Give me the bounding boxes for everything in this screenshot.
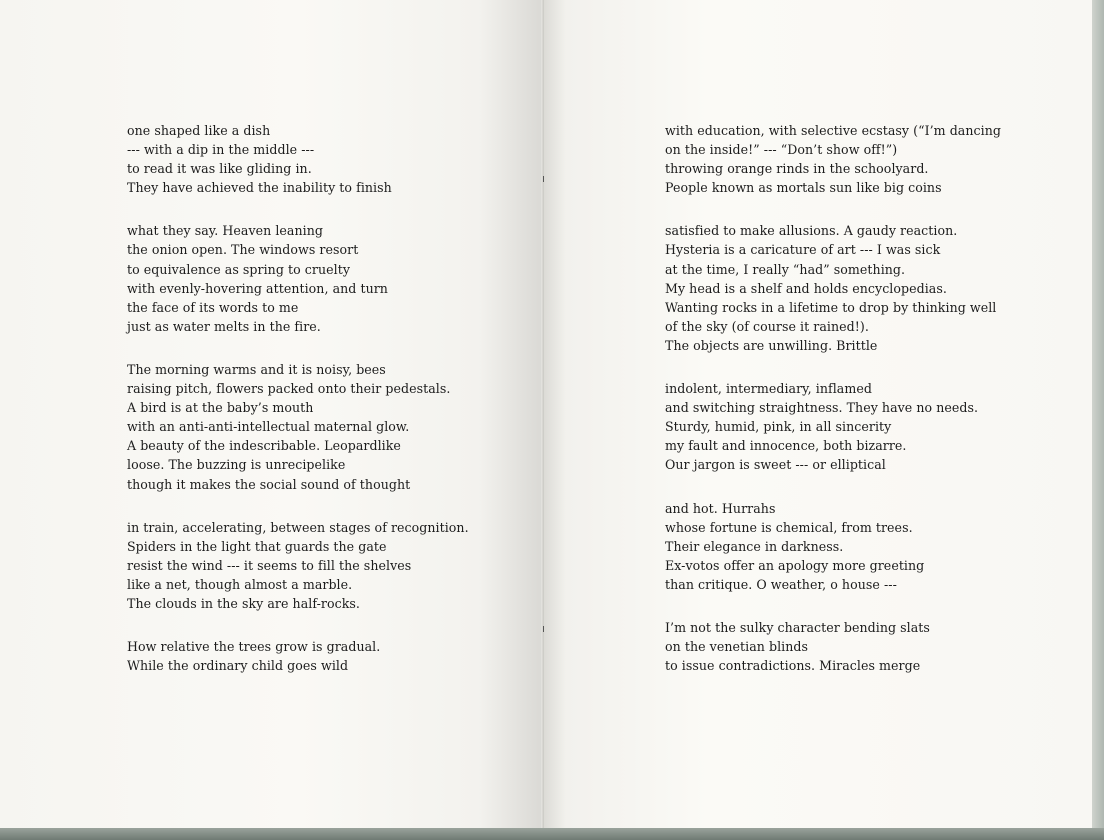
poem-line: though it makes the social sound of thought [127, 476, 411, 492]
stanza [665, 618, 1085, 675]
poem-line: like a net, though almost a marble. [127, 576, 353, 592]
poem-line: in train, accelerating, between stages of recognition. [127, 519, 469, 535]
poem-line: Our jargon is sweet --- or elliptical [665, 457, 886, 473]
poem-line: A beauty of the indescribable. Leopardlike [127, 438, 401, 454]
poem-line: They have achieved the inability to finish [127, 180, 392, 196]
stanza [665, 121, 1085, 197]
poem-line: with an anti-anti-intellectual maternal glow. [127, 419, 410, 435]
poem-line: the face of its words to me [127, 299, 299, 315]
left-page [0, 0, 544, 828]
poem-line: loose. The buzzing is unrecipelike [127, 457, 346, 473]
poem-line: with evenly-hovering attention, and turn [127, 280, 388, 296]
poem-line: The clouds in the sky are half-rocks. [127, 595, 360, 611]
poem-line: the onion open. The windows resort [127, 242, 359, 258]
poem-line: satisfied to make allusions. A gaudy reaction. [665, 223, 958, 239]
poem-line: at the time, I really “had” something. [665, 261, 906, 277]
poem-line: to issue contradictions. Miracles merge [665, 658, 921, 674]
stanza [127, 221, 527, 336]
poem-line: on the venetian blinds [665, 639, 809, 655]
poem-line: what they say. Heaven leaning [127, 223, 324, 239]
poem-line: Spiders in the light that guards the gate [127, 538, 387, 554]
stanza [127, 518, 527, 613]
page-edge [1092, 0, 1104, 832]
left-poem-text [127, 121, 527, 699]
poem-line: and switching straightness. They have no needs. [665, 400, 979, 416]
poem-line: than critique. O weather, o house --- [665, 576, 897, 592]
poem-line: My head is a shelf and holds encyclopedias. [665, 280, 947, 296]
stanza [127, 360, 527, 494]
stanza [665, 499, 1085, 594]
background-surface [0, 828, 1104, 840]
right-poem-text [665, 121, 1085, 699]
poem-line: Hysteria is a caricature of art --- I was sick [665, 242, 941, 258]
poem-line: throwing orange rinds in the schoolyard. [665, 161, 929, 177]
poem-line: just as water melts in the fire. [127, 318, 321, 334]
poem-line: People known as mortals sun like big coins [665, 180, 942, 196]
poem-line: Wanting rocks in a lifetime to drop by thinking well [665, 299, 997, 315]
stanza [127, 637, 527, 675]
poem-line: raising pitch, flowers packed onto their pedestals. [127, 381, 451, 397]
stanza [665, 221, 1085, 355]
poem-line: and hot. Hurrahs [665, 500, 776, 516]
poem-line: --- with a dip in the middle --- [127, 142, 315, 158]
poem-line: The objects are unwilling. Brittle [665, 337, 878, 353]
poem-line: on the inside!” --- “Don’t show off!”) [665, 142, 898, 158]
poem-line: with education, with selective ecstasy (“I’m dancing [665, 123, 1001, 138]
poem-line: of the sky (of course it rained!). [665, 318, 869, 334]
poem-line: Sturdy, humid, pink, in all sincerity [665, 419, 892, 435]
poem-line: indolent, intermediary, inflamed [665, 381, 872, 397]
right-page [544, 0, 1092, 828]
stanza [665, 379, 1085, 474]
poem-line: to read it was like gliding in. [127, 161, 312, 177]
poem-line: resist the wind --- it seems to fill the shelves [127, 557, 412, 573]
poem-line: my fault and innocence, both bizarre. [665, 438, 907, 454]
poem-line: The morning warms and it is noisy, bees [127, 361, 386, 377]
poem-line: whose fortune is chemical, from trees. [665, 519, 913, 535]
poem-line: I’m not the sulky character bending slats [665, 619, 930, 635]
poem-line: A bird is at the baby’s mouth [127, 400, 314, 416]
poem-line: Their elegance in darkness. [665, 538, 844, 554]
poem-line: one shaped like a dish [127, 123, 271, 138]
poem-line: How relative the trees grow is gradual. [127, 639, 381, 655]
poem-line: Ex-votos offer an apology more greeting [665, 557, 925, 573]
stanza [127, 121, 527, 197]
poem-line: While the ordinary child goes wild [127, 658, 349, 674]
poem-line: to equivalence as spring to cruelty [127, 261, 350, 277]
